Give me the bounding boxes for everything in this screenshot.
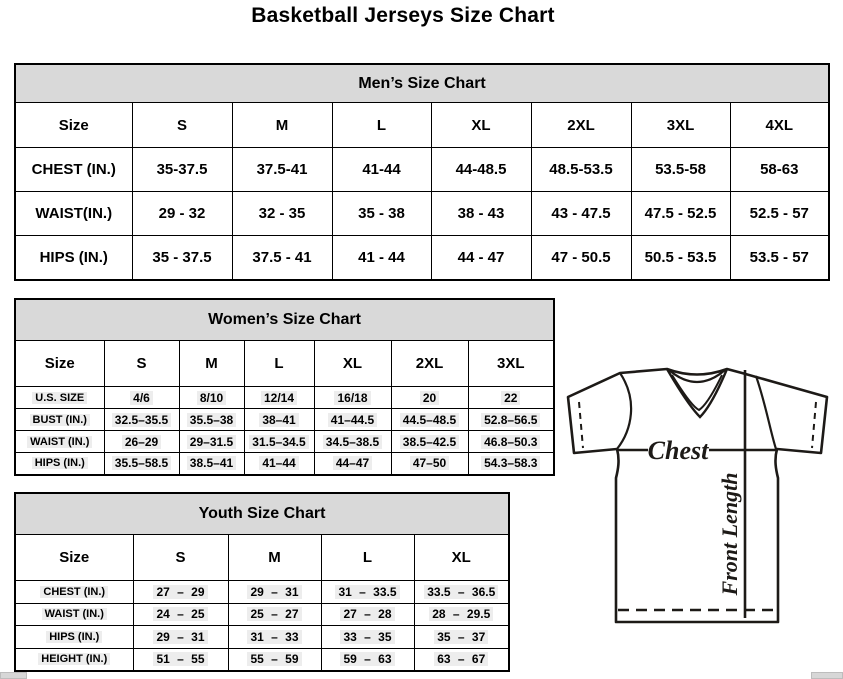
women-table-row (15, 431, 554, 453)
women-value-cell: 32.5–35.5 (104, 409, 179, 431)
youth-value-cell: 33.5 – 36.5 (414, 581, 509, 604)
jersey-right-cuff-dashed-line (812, 402, 816, 448)
women-value-cell: 31.5–34.5 (244, 431, 314, 453)
women-table-title: Women’s Size Chart (15, 299, 554, 341)
men-table-row (15, 148, 829, 192)
jersey-left-armhole-seam (617, 373, 631, 449)
youth-size-table (14, 492, 510, 672)
youth-value-cell: 31 – 33.5 (321, 581, 414, 604)
women-value-cell: 46.8–50.3 (468, 431, 554, 453)
youth-size-header-label: Size (15, 535, 133, 581)
women-value-cell: 41–44 (244, 453, 314, 475)
youth-value-cell: 24 – 25 (133, 603, 228, 626)
jersey-right-armhole-seam (756, 376, 776, 449)
men-value-cell: 35-37.5 (132, 148, 232, 192)
youth-row-label: HIPS (IN.) (15, 626, 133, 649)
men-value-cell: 58-63 (730, 148, 829, 192)
youth-size-col-header: L (321, 535, 414, 581)
youth-value-cell: 29 – 31 (133, 626, 228, 649)
women-table-row (15, 387, 554, 409)
women-row-label: HIPS (IN.) (15, 453, 104, 475)
youth-value-cell: 31 – 33 (228, 626, 321, 649)
men-size-col-header: XL (431, 103, 531, 148)
men-value-cell: 29 - 32 (132, 192, 232, 236)
youth-table-row (15, 581, 509, 604)
youth-value-cell: 59 – 63 (321, 648, 414, 671)
youth-value-cell: 25 – 27 (228, 603, 321, 626)
men-size-table (14, 63, 830, 281)
scrollbar-left-corner[interactable] (0, 672, 27, 679)
youth-size-col-header: M (228, 535, 321, 581)
men-size-header-label: Size (15, 103, 132, 148)
women-size-col-header: S (104, 341, 179, 387)
women-row-label: BUST (IN.) (15, 409, 104, 431)
women-value-cell: 4/6 (104, 387, 179, 409)
men-row-label: CHEST (IN.) (15, 148, 132, 192)
front-length-label: Front Length (717, 472, 742, 596)
youth-row-label: CHEST (IN.) (15, 581, 133, 604)
men-value-cell: 44 - 47 (431, 236, 531, 280)
women-value-cell: 38.5–41 (179, 453, 244, 475)
youth-row-label: WAIST (IN.) (15, 603, 133, 626)
women-value-cell: 8/10 (179, 387, 244, 409)
women-size-col-header: L (244, 341, 314, 387)
men-value-cell: 41-44 (332, 148, 431, 192)
women-size-col-header: M (179, 341, 244, 387)
women-value-cell: 35.5–58.5 (104, 453, 179, 475)
women-value-cell: 44.5–48.5 (391, 409, 468, 431)
men-size-col-header: S (132, 103, 232, 148)
men-value-cell: 43 - 47.5 (531, 192, 631, 236)
men-size-col-header: 2XL (531, 103, 631, 148)
men-value-cell: 53.5 - 57 (730, 236, 829, 280)
men-value-cell: 32 - 35 (232, 192, 332, 236)
jersey-measurement-diagram (560, 360, 843, 670)
men-row-label: WAIST(IN.) (15, 192, 132, 236)
men-value-cell: 53.5-58 (631, 148, 730, 192)
women-table-row (15, 409, 554, 431)
youth-table-title: Youth Size Chart (15, 493, 509, 535)
youth-value-cell: 55 – 59 (228, 648, 321, 671)
men-value-cell: 47 - 50.5 (531, 236, 631, 280)
women-size-header-row (15, 341, 554, 387)
youth-value-cell: 63 – 67 (414, 648, 509, 671)
jersey-left-cuff-dashed-line (579, 402, 583, 448)
women-value-cell: 16/18 (314, 387, 391, 409)
jersey-outline (568, 369, 827, 622)
men-value-cell: 47.5 - 52.5 (631, 192, 730, 236)
women-size-col-header: 2XL (391, 341, 468, 387)
women-value-cell: 38–41 (244, 409, 314, 431)
women-size-table (14, 298, 555, 476)
youth-value-cell: 27 – 28 (321, 603, 414, 626)
men-size-col-header: L (332, 103, 431, 148)
men-value-cell: 37.5-41 (232, 148, 332, 192)
youth-value-cell: 27 – 29 (133, 581, 228, 604)
youth-value-cell: 29 – 31 (228, 581, 321, 604)
men-value-cell: 48.5-53.5 (531, 148, 631, 192)
youth-value-cell: 28 – 29.5 (414, 603, 509, 626)
men-value-cell: 35 - 38 (332, 192, 431, 236)
jersey-collar-v-inner (672, 375, 722, 410)
men-value-cell: 37.5 - 41 (232, 236, 332, 280)
men-value-cell: 50.5 - 53.5 (631, 236, 730, 280)
youth-table-row (15, 603, 509, 626)
page-title: Basketball Jerseys Size Chart (251, 4, 555, 27)
youth-size-col-header: XL (414, 535, 509, 581)
women-value-cell: 54.3–58.3 (468, 453, 554, 475)
women-value-cell: 35.5–38 (179, 409, 244, 431)
women-size-col-header: 3XL (468, 341, 554, 387)
women-size-header-label: Size (15, 341, 104, 387)
youth-value-cell: 51 – 55 (133, 648, 228, 671)
women-value-cell: 47–50 (391, 453, 468, 475)
women-value-cell: 41–44.5 (314, 409, 391, 431)
men-size-header-row (15, 103, 829, 148)
women-value-cell: 29–31.5 (179, 431, 244, 453)
youth-size-col-header: S (133, 535, 228, 581)
men-size-col-header: 4XL (730, 103, 829, 148)
women-table-row (15, 453, 554, 475)
men-row-label: HIPS (IN.) (15, 236, 132, 280)
youth-value-cell: 35 – 37 (414, 626, 509, 649)
women-value-cell: 26–29 (104, 431, 179, 453)
men-size-col-header: M (232, 103, 332, 148)
men-value-cell: 35 - 37.5 (132, 236, 232, 280)
men-size-col-header: 3XL (631, 103, 730, 148)
women-value-cell: 20 (391, 387, 468, 409)
men-table-row (15, 236, 829, 280)
women-row-label: WAIST (IN.) (15, 431, 104, 453)
scrollbar-right-corner[interactable] (811, 672, 843, 679)
youth-table-row (15, 626, 509, 649)
men-value-cell: 52.5 - 57 (730, 192, 829, 236)
women-value-cell: 52.8–56.5 (468, 409, 554, 431)
women-size-col-header: XL (314, 341, 391, 387)
women-value-cell: 44–47 (314, 453, 391, 475)
women-value-cell: 22 (468, 387, 554, 409)
women-value-cell: 38.5–42.5 (391, 431, 468, 453)
youth-row-label: HEIGHT (IN.) (15, 648, 133, 671)
men-value-cell: 38 - 43 (431, 192, 531, 236)
chest-label: Chest (647, 436, 709, 465)
women-value-cell: 34.5–38.5 (314, 431, 391, 453)
men-table-title: Men’s Size Chart (15, 64, 829, 103)
men-table-row (15, 192, 829, 236)
men-value-cell: 44-48.5 (431, 148, 531, 192)
men-value-cell: 41 - 44 (332, 236, 431, 280)
youth-value-cell: 33 – 35 (321, 626, 414, 649)
women-value-cell: 12/14 (244, 387, 314, 409)
youth-table-row (15, 648, 509, 671)
women-row-label: U.S. SIZE (15, 387, 104, 409)
youth-size-header-row (15, 535, 509, 581)
